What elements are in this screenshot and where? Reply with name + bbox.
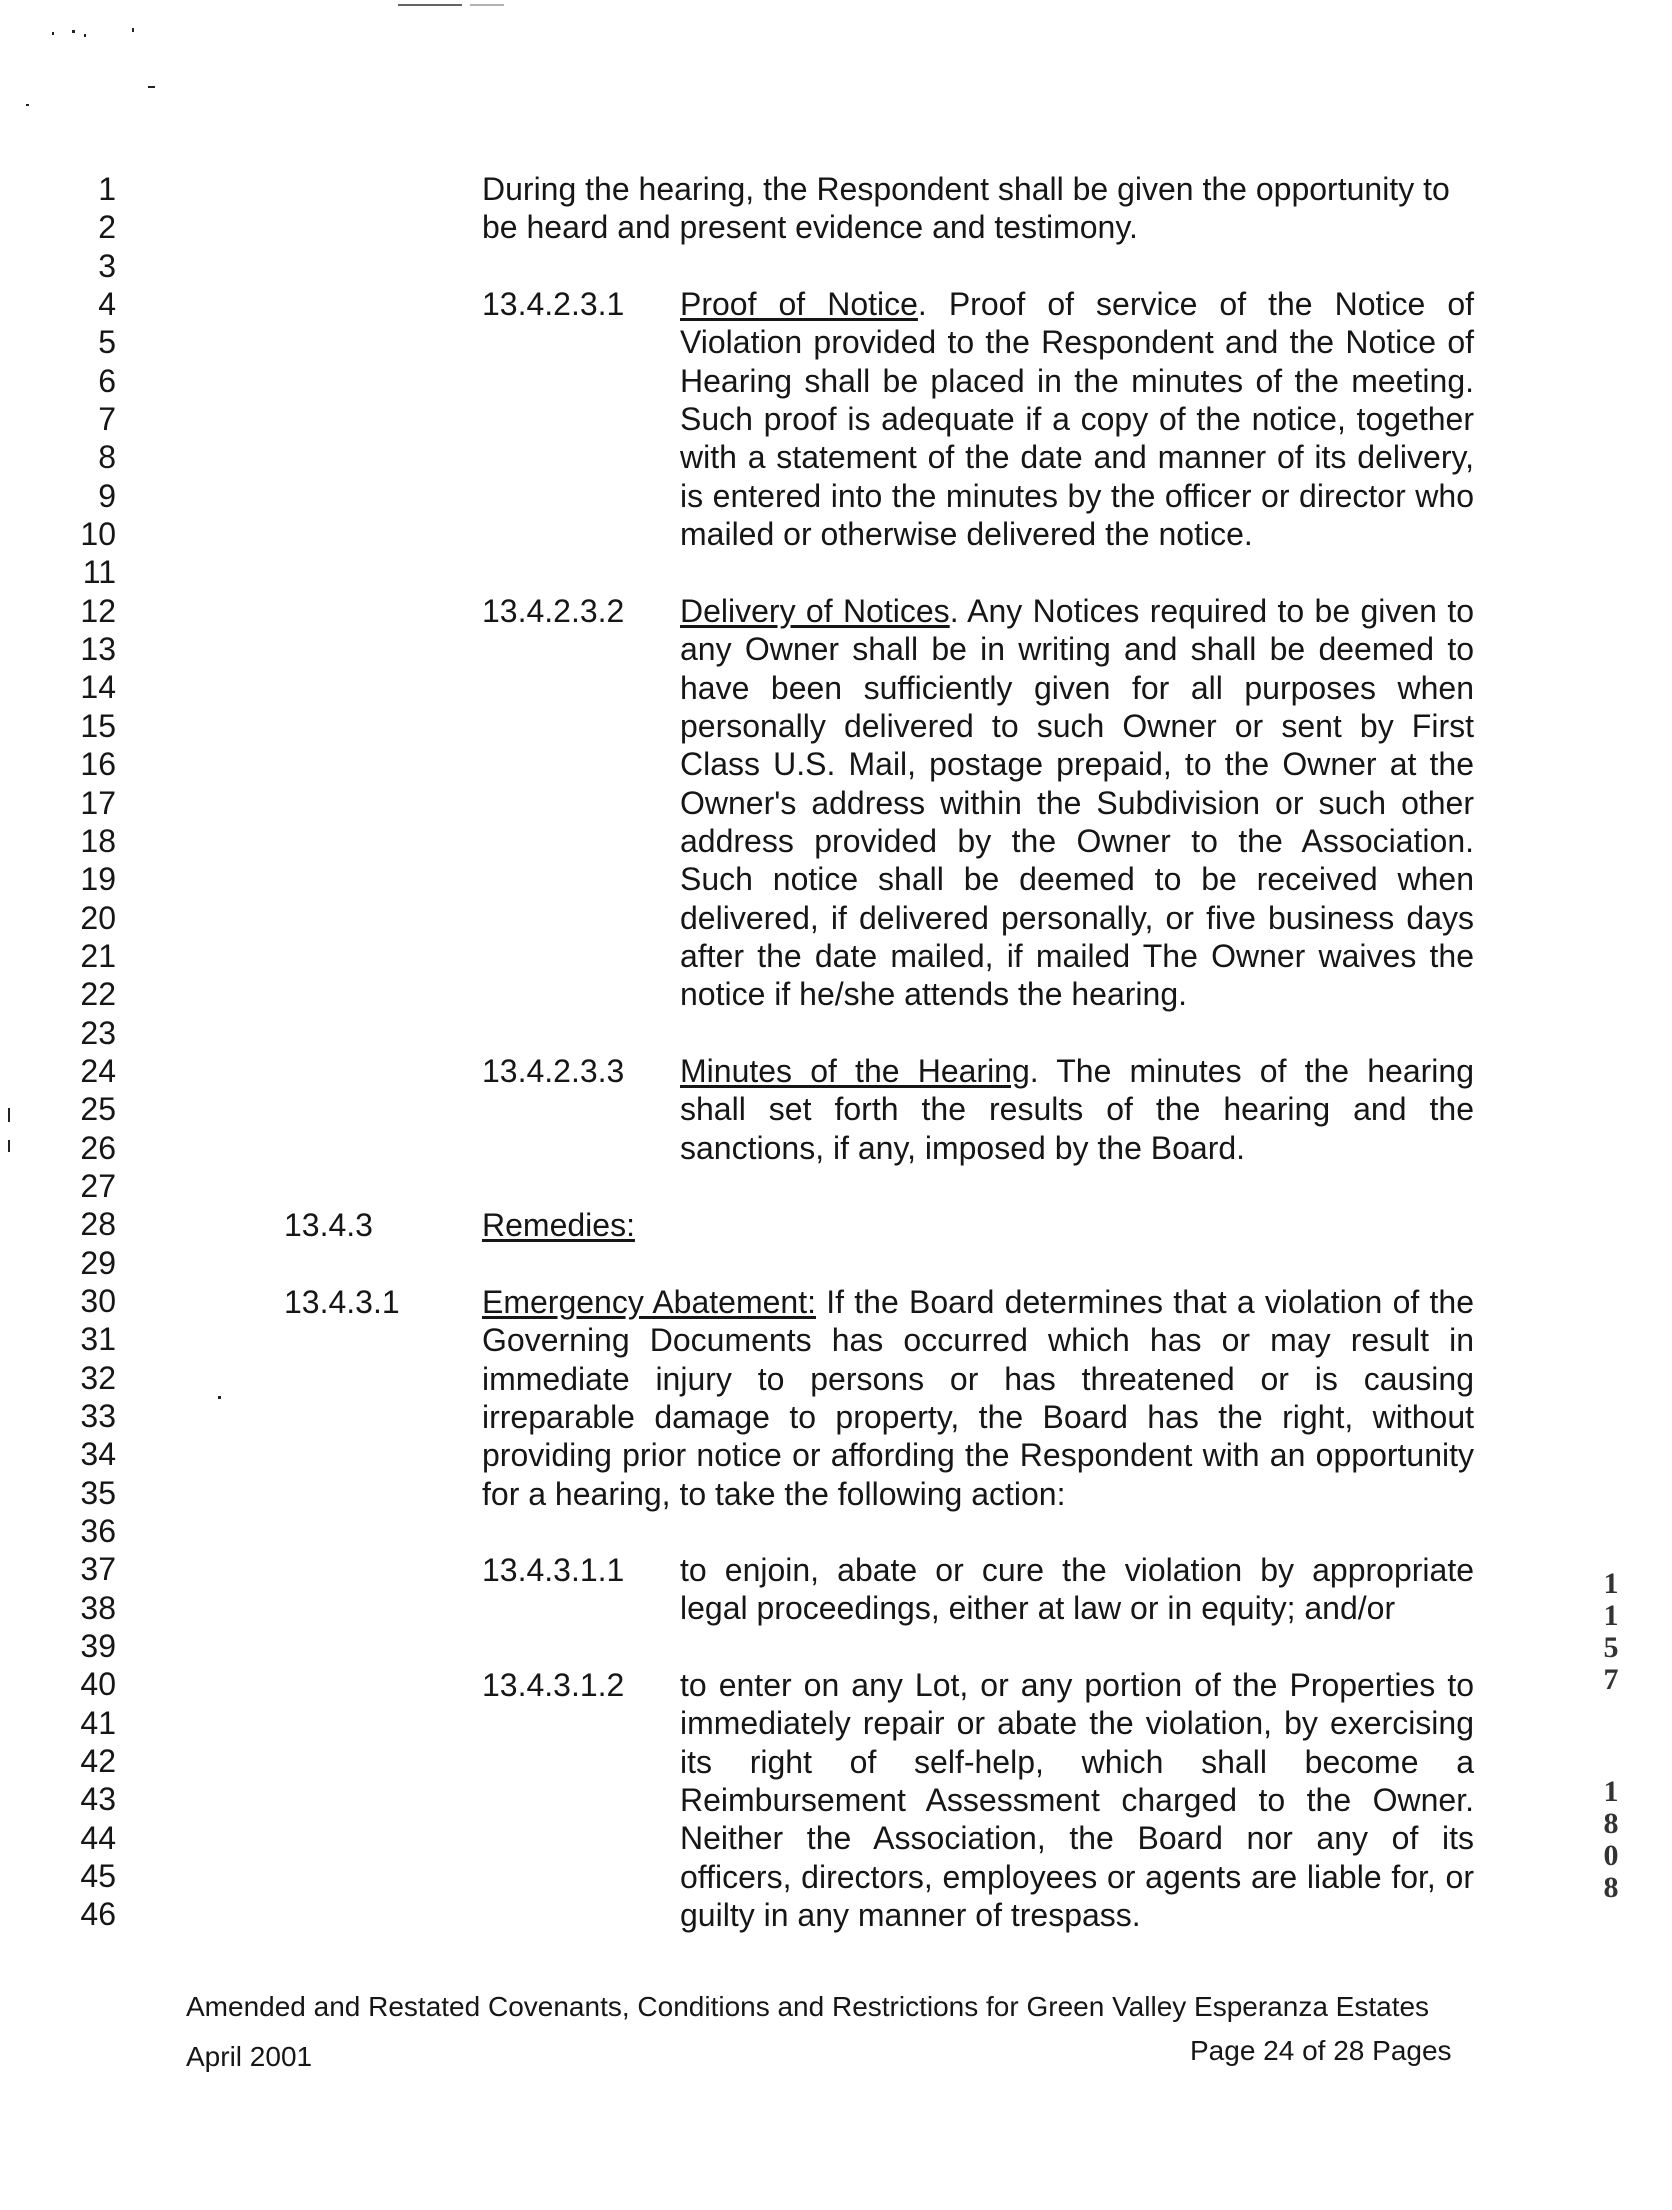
scan-mark — [84, 34, 86, 37]
line-number: 1 — [98, 171, 116, 207]
section-heading: Delivery of Notices — [680, 593, 950, 629]
stamp-digits — [1598, 1568, 1624, 1696]
line-number: 4 — [98, 286, 116, 323]
line-number: 36 — [80, 1513, 116, 1550]
proof-of-notice-paragraph — [680, 285, 1474, 553]
line-number: 32 — [80, 1359, 116, 1396]
line-number: 17 — [80, 784, 116, 821]
scan-mark — [72, 30, 75, 33]
line-number: 24 — [80, 1052, 116, 1089]
line-number-column — [60, 170, 116, 1934]
line-number: 13 — [80, 631, 116, 668]
line-number: 23 — [80, 1014, 116, 1051]
line-number: 41 — [80, 1704, 116, 1741]
line-number: 38 — [80, 1589, 116, 1626]
scan-mark — [470, 4, 504, 6]
line-number: 10 — [80, 516, 116, 553]
section-text: . Proof of service of the Notice of Violation provided to the Respondent and the Notice of Hearing shall be placed in the minutes of the meeting. Such proof is adequate if a copy of the notice, together with a statement of the date and manner of its delivery, is entered into the minutes by the officer or director who mailed or otherwise delivered the notice. — [680, 286, 1474, 553]
line-number: 3 — [98, 247, 116, 284]
intro-paragraph: During the hearing, the Respondent shall be given the opportunity to be heard and present evidence and testimony. — [482, 171, 1450, 246]
line-number: 7 — [98, 401, 116, 438]
line-number: 44 — [80, 1819, 116, 1856]
section-text: If the Board determines that a violation of the Governing Documents has occurred which has or may result in immediate injury to persons or has threatened or is causing irreparable damage to property, the Board has the right, without providing prior notice or affording the Respondent with an opportunity for a hearing, to take the following action: — [482, 1284, 1475, 1512]
recording-stamp-bottom — [1598, 1776, 1624, 1904]
line-number: 18 — [80, 822, 116, 859]
remedy-item-enjoin: to enjoin, abate or cure the violation by appropriate legal proceedings, either at law or in equity; and/or — [680, 1552, 1474, 1627]
line-number: 16 — [80, 746, 116, 783]
section-heading: Emergency Abatement: — [482, 1284, 816, 1320]
line-number: 40 — [80, 1666, 116, 1703]
scan-mark — [218, 1396, 221, 1399]
line-number: 34 — [80, 1436, 116, 1473]
section-number: 13.4.2.3.1 — [482, 286, 625, 322]
line-number: 15 — [80, 707, 116, 744]
scan-mark — [132, 28, 134, 32]
line-number: 27 — [80, 1167, 116, 1204]
line-number: 28 — [80, 1206, 116, 1243]
line-number: 14 — [80, 669, 116, 706]
footer-page-number: Page 24 of 28 Pages — [1190, 2035, 1452, 2066]
section-number: 13.4.3.1.2 — [482, 1667, 625, 1703]
line-number: 19 — [80, 861, 116, 898]
minutes-of-hearing-paragraph — [680, 1052, 1474, 1167]
section-number: 13.4.3 — [284, 1207, 373, 1243]
section-number: 13.4.2.3.3 — [482, 1053, 625, 1089]
stamp-digit: 8 — [1603, 1807, 1619, 1840]
stamp-digit: 7 — [1603, 1663, 1619, 1696]
stamp-digit: 1 — [1603, 1567, 1619, 1600]
scan-mark — [52, 32, 54, 35]
line-number: 2 — [98, 209, 116, 246]
line-number: 22 — [80, 976, 116, 1013]
line-number: 12 — [80, 592, 116, 629]
stamp-digit: 1 — [1603, 1599, 1619, 1632]
section-number: 13.4.3.1.1 — [482, 1552, 625, 1588]
line-number: 21 — [80, 937, 116, 974]
line-number: 33 — [80, 1398, 116, 1434]
line-number: 9 — [98, 477, 116, 514]
line-number: 45 — [80, 1858, 116, 1895]
stamp-digit: 0 — [1603, 1839, 1619, 1872]
line-number: 5 — [98, 324, 116, 361]
line-number: 25 — [80, 1091, 116, 1128]
section-text: . Any Notices required to be given to any Owner shall be in writing and shall be deemed to have been sufficiently given for all purposes when personally delivered to such Owner or sent by First Class U.S. Mail, postage prepaid, to the Owner at the Owner's address within the Subdivision or such other address provided by the Owner to the Association. Such notice shall be deemed to be received when delivered, if delivered personally, or five business days after the date mailed, if mailed The Owner waives the notice if he/she attends the hearing. — [680, 593, 1475, 1013]
section-number: 13.4.2.3.2 — [482, 593, 625, 629]
line-number: 20 — [80, 899, 116, 936]
line-number: 43 — [80, 1781, 116, 1818]
scan-mark — [148, 86, 155, 88]
line-number: 6 — [98, 362, 116, 399]
scan-mark — [398, 4, 462, 6]
line-number: 39 — [80, 1628, 116, 1665]
emergency-abatement-paragraph — [482, 1283, 1474, 1513]
line-number: 11 — [82, 554, 116, 591]
remedy-item-self-help: to enter on any Lot, or any portion of the Properties to immediately repair or abate the violation, by exercising its right of self-help, which shall become a Reimbursement Assessment charged to the Owner. Neither the Association, the Board nor any of its officers, directors, employees or agents are liable for, or guilty in any manner of trespass. — [680, 1667, 1474, 1934]
line-number: 31 — [80, 1321, 116, 1358]
line-number: 46 — [80, 1896, 116, 1933]
stamp-digit: 5 — [1603, 1631, 1619, 1664]
line-number: 35 — [80, 1474, 116, 1511]
scan-mark — [8, 1140, 10, 1152]
line-number: 29 — [80, 1244, 116, 1281]
section-text: . The minutes of the hearing shall set forth the results of the hearing and the sanctions, if any, imposed by the Board. — [680, 1053, 1475, 1166]
section-number: 13.4.3.1 — [284, 1284, 400, 1320]
line-number: 8 — [98, 439, 116, 476]
footer-title: Amended and Restated Covenants, Conditions and Restrictions for Green Valley Esperanza Estates — [186, 1991, 1430, 2022]
stamp-digits — [1598, 1776, 1624, 1904]
remedies-heading: Remedies: — [482, 1207, 635, 1243]
section-heading: Proof of Notice — [680, 286, 918, 322]
recording-stamp-top — [1598, 1568, 1624, 1696]
scan-mark — [26, 104, 29, 106]
line-number: 30 — [80, 1282, 116, 1319]
stamp-digit: 8 — [1603, 1871, 1619, 1904]
delivery-of-notices-paragraph — [680, 592, 1474, 1014]
line-number: 42 — [80, 1743, 116, 1780]
section-heading: Minutes of the Hearing — [680, 1053, 1030, 1089]
footer-date: April 2001 — [186, 2041, 313, 2072]
line-number: 26 — [80, 1129, 116, 1166]
stamp-digit: 1 — [1603, 1775, 1619, 1808]
scan-mark — [8, 1108, 10, 1122]
line-number: 37 — [80, 1551, 116, 1588]
